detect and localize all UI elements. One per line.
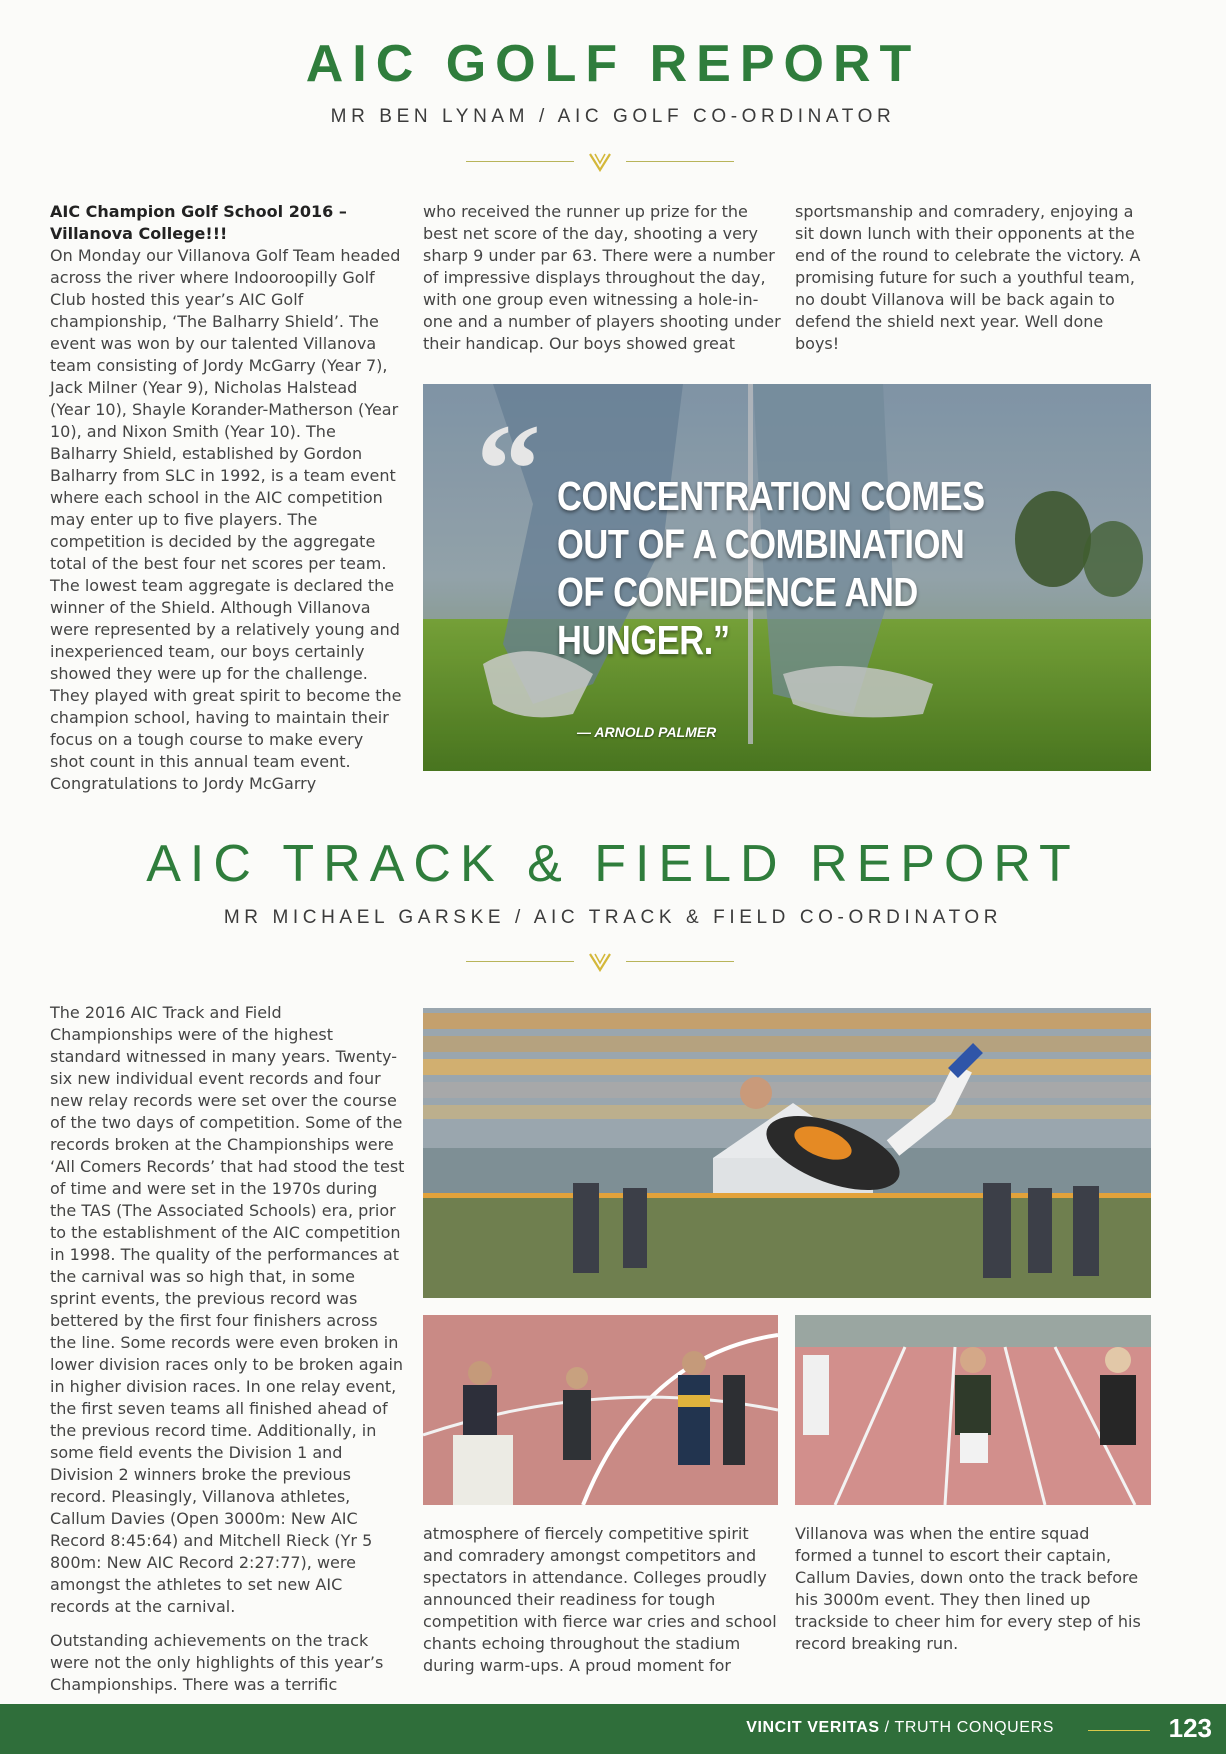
v-emblem-icon [588, 152, 612, 172]
golf-report-byline: MR BEN LYNAM / AIC GOLF CO-ORDINATOR [330, 106, 896, 127]
golf-column-3 [795, 201, 1145, 355]
footer-rule [1088, 1730, 1150, 1731]
track-paragraph-1: The 2016 AIC Track and Field Championships were of the highest standard witnessed in many years. Twenty-six new individual event records and four new relay records were set over the course of the two days of competition. Some of the records broken at the Championships were ‘All Comers Records’ that had stood the test of time and were set in the 1970s during the TAS (The Associated Schools) era, prior to the establishment of the AIC competition in 1998. The quality of the performances at the carnival was so high that, in some sprint events, the previous record was bettered by the first four finishers across the line. Some records were even broken in lower division races only to be broken again in higher division races. In one relay event, the first seven teams all finished ahead of the previous record time. Additionally, in some field events the Division 1 and Division 2 winners broke the previous record. Pleasingly, Villanova athletes, Callum Davies (Open 3000m: New AIC Record 8:45:64) and Mitchell Rieck (Yr 5 800m: New AIC Record 2:27:77), were amongst the athletes to set new AIC records at the carnival. [50, 1003, 405, 1616]
divider-line-right [626, 961, 734, 962]
divider-line-left [466, 961, 574, 962]
track-column-1 [50, 1002, 406, 1696]
footer-motto-latin: VINCIT VERITAS [746, 1719, 880, 1736]
golf-quote-author: — ARNOLD PALMER [577, 724, 717, 740]
track-paragraph-4: Villanova was when the entire squad formed a tunnel to escort their captain, Callum Davies, down onto the track before his 3000m event. They then lined up trackside to cheer him for every step of his record breaking run. [795, 1524, 1141, 1653]
footer-motto-english: / TRUTH CONQUERS [879, 1719, 1054, 1736]
divider-line-left [466, 161, 574, 162]
golf-article-heading: AIC Champion Golf School 2016 – Villanova College!!! [50, 202, 347, 243]
golf-report-title: AIC GOLF REPORT [305, 35, 921, 93]
track-paragraph-3: atmosphere of fiercely competitive spirit and comradery amongst competitors and spectators in attendance. Colleges proudly announced their readiness for tough competition with fierce war cries and school chants echoing throughout the stadium during warm-ups. A proud moment for [423, 1524, 777, 1675]
divider-line-right [626, 161, 734, 162]
golf-paragraph-2: who received the runner up prize for the best net score of the day, shooting a very sharp 9 under par 63. There were a number of impressive displays throughout the day, with one group even witnessing a hole-in-one and a number of players shooting under their handicap. Our boys showed great [423, 202, 781, 353]
golf-quote-text: CONCENTRATION COMES OUT OF A COMBINATION OF CONFIDENCE AND HUNGER.” [557, 473, 985, 663]
quote-mark: “ [476, 398, 541, 542]
track-athletes-photo [423, 1315, 778, 1505]
page-number: 123 [1168, 1713, 1212, 1743]
track-divider [466, 952, 734, 972]
page-footer [0, 1704, 1226, 1754]
high-jump-photo [423, 1008, 1151, 1298]
track-column-2 [423, 1523, 783, 1677]
track-report-byline: MR MICHAEL GARSKE / AIC TRACK & FIELD CO-ORDINATOR [223, 907, 1003, 928]
golf-divider [466, 152, 734, 172]
track-paragraph-2: Outstanding achievements on the track were not the only highlights of this year’s Championships. There was a terrific [50, 1631, 384, 1694]
footer-motto [746, 1719, 1054, 1737]
golf-column-1 [50, 201, 402, 795]
golf-paragraph-3: sportsmanship and comradery, enjoying a sit down lunch with their opponents at the end of the round to celebrate the victory. A promising future for such a youthful team, no doubt Villanova will be back again to defend the shield next year. Well done boys! [795, 202, 1141, 353]
golf-column-2 [423, 201, 783, 355]
v-emblem-icon [588, 952, 612, 972]
track-column-3 [795, 1523, 1145, 1655]
golf-paragraph-1: On Monday our Villanova Golf Team headed across the river where Indooroopilly Golf Club hosted this year’s AIC Golf championship, ‘The Balharry Shield’. The event was won by our talented Villanova team consisting of Jordy McGarry (Year 7), Jack Milner (Year 9), Nicholas Halstead (Year 10), Shayle Korander-Matherson (Year 10), and Nixon Smith (Year 10). The Balharry Shield, established by Gordon Balharry from SLC in 1992, is a team event where each school in the AIC competition may enter up to five players. The competition is decided by the aggregate total of the best four net scores per team. The lowest team aggregate is declared the winner of the Shield. Although Villanova were represented by a relatively young and inexperienced team, our boys certainly showed they were up for the challenge. They played with great spirit to become the champion school, having to maintain their focus on a tough course to make every shot count in this annual team event. Congratulations to Jordy McGarry [50, 246, 402, 793]
track-sprint-photo [795, 1315, 1151, 1505]
track-report-title: AIC TRACK & FIELD REPORT [146, 835, 1080, 893]
